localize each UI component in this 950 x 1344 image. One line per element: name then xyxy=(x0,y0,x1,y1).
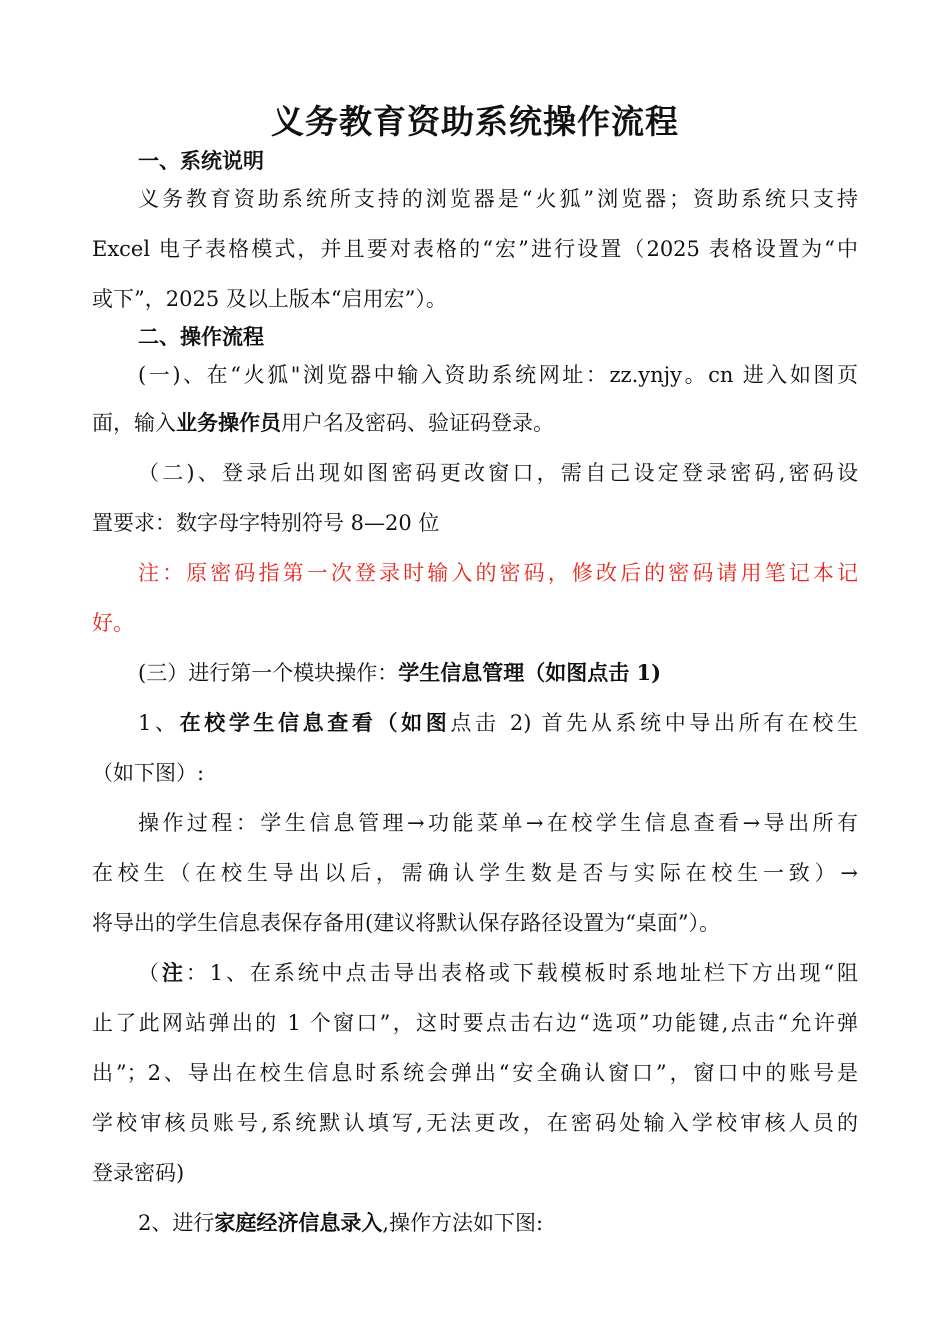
paragraph-line: Excel 电子表格模式，并且要对表格的“宏”进行设置（2025 表格设置为“中 xyxy=(92,237,858,261)
paragraph-line: 学校审核员账号,系统默认填写,无法更改，在密码处输入学校审核人员的 xyxy=(92,1111,858,1135)
paragraph-line: 止了此网站弹出的 1 个窗口”，这时要点击右边“选项”功能键,点击“允许弹 xyxy=(92,1011,858,1035)
text-run: 面，输入 xyxy=(92,411,176,435)
paragraph-line: 出”；2、导出在校生信息时系统会弹出“安全确认窗口”，窗口中的账号是 xyxy=(92,1061,858,1085)
paragraph-line: 置要求：数字母字特别符号 8—20 位 xyxy=(92,511,440,535)
text-run-bold: 学生信息管理（如图点击 1) xyxy=(398,660,662,685)
text-run-bold: 在校学生信息查看（如图 xyxy=(179,710,451,735)
text-run: (三）进行第一个模块操作： xyxy=(138,661,399,685)
document-title: 义务教育资助系统操作流程 xyxy=(271,102,679,141)
note-line-red: 好。 xyxy=(92,611,134,635)
paragraph-line: 操作过程：学生信息管理→功能菜单→在校学生信息查看→导出所有 xyxy=(138,811,858,835)
paragraph-line: 登录密码) xyxy=(92,1161,185,1185)
paragraph-line xyxy=(138,708,858,738)
paragraph-line: 在校生（在校生导出以后，需确认学生数是否与实际在校生一致）→ xyxy=(92,861,858,885)
paragraph-line: 将导出的学生信息表保存备用(建议将默认保存路径设置为“桌面”）。 xyxy=(92,911,721,935)
paragraph-line xyxy=(138,658,858,688)
text-run-bold: 业务操作员 xyxy=(176,410,281,435)
paragraph-line xyxy=(92,408,858,438)
text-run: ,操作方法如下图: xyxy=(382,1211,544,1235)
text-run-bold: 家庭经济信息录入 xyxy=(214,1210,383,1235)
paragraph-line: 或下”，2025 及以上版本“启用宏”）。 xyxy=(92,287,447,311)
paragraph-line: 义务教育资助系统所支持的浏览器是“火狐”浏览器；资助系统只支持 xyxy=(138,187,858,211)
note-line-red: 注：原密码指第一次登录时输入的密码，修改后的密码请用笔记本记 xyxy=(138,561,858,585)
text-run: 点击 2) 首先从系统中导出所有在校生 xyxy=(450,711,859,735)
section-heading-system-description: 一、系统说明 xyxy=(138,149,264,173)
paragraph-line: (一)、在“火狐"浏览器中输入资助系统网址：zz.ynjy。cn 进入如图页 xyxy=(138,363,858,387)
text-run: 用户名及密码、验证码登录。 xyxy=(281,411,554,435)
paragraph-line: （如下图）: xyxy=(92,761,205,785)
text-run: 2、进行 xyxy=(138,1211,215,1235)
paragraph-line: （二)、登录后出现如图密码更改窗口，需自己设定登录密码,密码设 xyxy=(138,461,858,485)
paragraph-line xyxy=(138,1208,858,1238)
text-run: ：1、在系统中点击导出表格或下载模板时系地址栏下方出现“阻 xyxy=(185,961,859,985)
text-run: （ xyxy=(138,961,162,985)
paragraph-line xyxy=(138,958,858,988)
text-run: 1、 xyxy=(138,711,180,735)
section-heading-operation-flow: 二、操作流程 xyxy=(138,325,264,349)
text-run-bold: 注 xyxy=(161,960,186,985)
